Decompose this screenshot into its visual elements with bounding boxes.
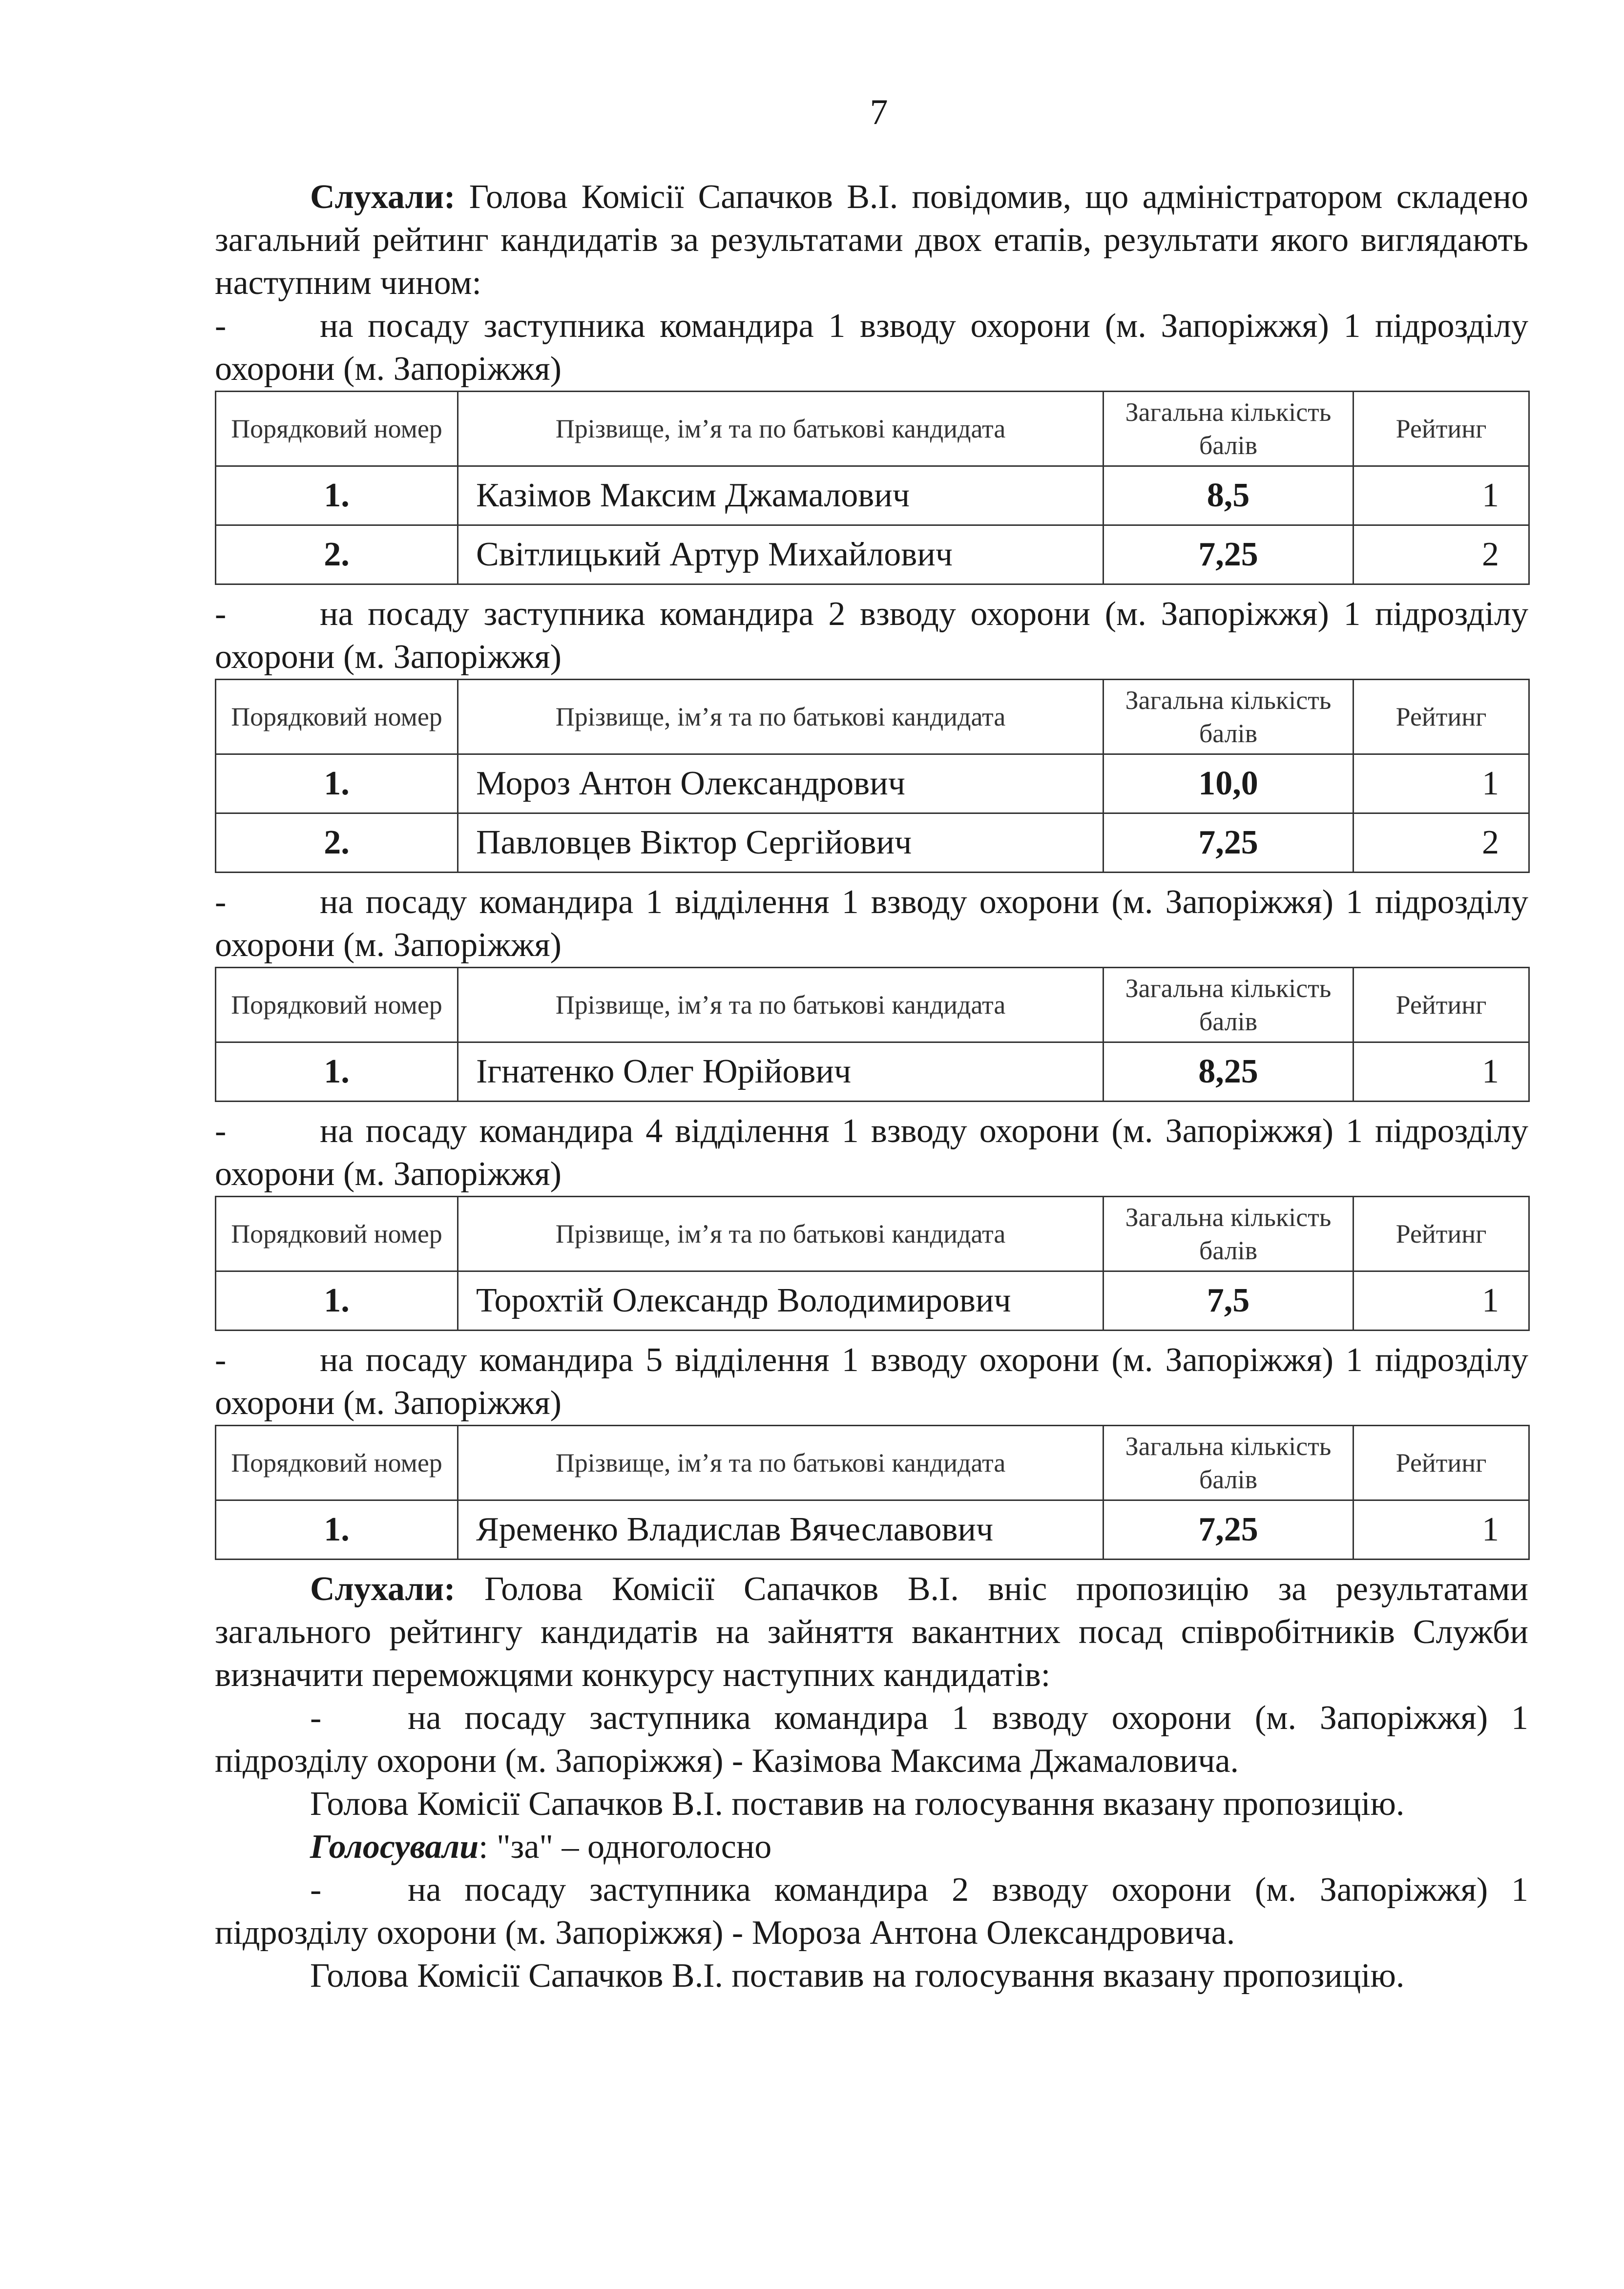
dash-marker: - bbox=[215, 1112, 227, 1150]
position-text: на посаду командира 5 відділення 1 взводу охорони (м. Запоріжжя) 1 підрозділу охорони (м. Запоріжжя) bbox=[215, 1341, 1528, 1422]
vote-result: : "за" – одноголосно bbox=[479, 1828, 772, 1866]
table-row bbox=[216, 754, 1529, 813]
header-score: Загальна кількість балів bbox=[1103, 1197, 1353, 1271]
cell-score: 7,25 bbox=[1103, 813, 1353, 873]
vote-line bbox=[215, 1826, 1528, 1869]
vote-proposal-1: Голова Комісії Сапачков В.І. поставив на голосування вказану пропозицію. bbox=[310, 1785, 1405, 1823]
header-score: Загальна кількість балів bbox=[1103, 1426, 1353, 1500]
rating-table bbox=[215, 391, 1530, 585]
header-number: Порядковий номер bbox=[216, 392, 458, 466]
header-name: Прізвище, ім’я та по батькові кандидата bbox=[458, 680, 1103, 754]
table-header-row bbox=[216, 392, 1529, 466]
rating-table bbox=[215, 967, 1530, 1102]
cell-number: 2. bbox=[216, 525, 458, 584]
paragraph-heard-1 bbox=[215, 176, 1528, 305]
table-header-row bbox=[216, 1197, 1529, 1271]
rating-table bbox=[215, 1425, 1530, 1560]
cell-rank: 1 bbox=[1353, 466, 1529, 525]
header-number: Порядковий номер bbox=[216, 680, 458, 754]
header-score: Загальна кількість балів bbox=[1103, 392, 1353, 466]
table-row bbox=[216, 466, 1529, 525]
cell-score: 7,25 bbox=[1103, 1500, 1353, 1560]
cell-rank: 1 bbox=[1353, 1271, 1529, 1331]
dash-marker: - bbox=[310, 1699, 322, 1737]
header-rank: Рейтинг bbox=[1353, 680, 1529, 754]
position-title bbox=[215, 305, 1528, 391]
cell-name: Казімов Максим Джамалович bbox=[458, 466, 1103, 525]
header-name: Прізвище, ім’я та по батькові кандидата bbox=[458, 1197, 1103, 1271]
header-name: Прізвище, ім’я та по батькові кандидата bbox=[458, 392, 1103, 466]
dash-marker: - bbox=[215, 883, 227, 921]
rating-table bbox=[215, 1196, 1530, 1331]
position-title bbox=[215, 593, 1528, 679]
page-number: 7 bbox=[870, 92, 888, 132]
heard-text: Голова Комісії Сапачков В.І. вніс пропозицію за результатами загального рейтингу кандидатів на зайняття вакантних посад співробітників Служби визначити переможцями конкурсу наступних кандидатів: bbox=[215, 1570, 1528, 1694]
table-row bbox=[216, 1500, 1529, 1560]
rating-table bbox=[215, 679, 1530, 873]
cell-number: 1. bbox=[216, 1042, 458, 1102]
table-row bbox=[216, 525, 1529, 584]
cell-number: 1. bbox=[216, 466, 458, 525]
header-score: Загальна кількість балів bbox=[1103, 968, 1353, 1042]
cell-number: 1. bbox=[216, 1500, 458, 1560]
cell-score: 7,25 bbox=[1103, 525, 1353, 584]
cell-name: Ігнатенко Олег Юрійович bbox=[458, 1042, 1103, 1102]
cell-rank: 1 bbox=[1353, 754, 1529, 813]
cell-score: 7,5 bbox=[1103, 1271, 1353, 1331]
position-title bbox=[215, 1339, 1528, 1425]
vote-label: Голосували bbox=[310, 1828, 479, 1866]
cell-number: 1. bbox=[216, 1271, 458, 1331]
position-text: на посаду командира 1 відділення 1 взводу охорони (м. Запоріжжя) 1 підрозділу охорони (м. Запоріжжя) bbox=[215, 883, 1528, 964]
dash-marker: - bbox=[215, 595, 227, 633]
dash-marker: - bbox=[310, 1871, 322, 1909]
cell-name: Павловцев Віктор Сергійович bbox=[458, 813, 1103, 873]
cell-name: Мороз Антон Олександрович bbox=[458, 754, 1103, 813]
document-body bbox=[215, 176, 1528, 1998]
header-rank: Рейтинг bbox=[1353, 392, 1529, 466]
cell-name: Яременко Владислав Вячеславович bbox=[458, 1500, 1103, 1560]
dash-marker: - bbox=[215, 307, 227, 345]
position-text: на посаду командира 4 відділення 1 взводу охорони (м. Запоріжжя) 1 підрозділу охорони (м. Запоріжжя) bbox=[215, 1112, 1528, 1193]
position-title bbox=[215, 881, 1528, 967]
header-rank: Рейтинг bbox=[1353, 1426, 1529, 1500]
header-name: Прізвище, ім’я та по батькові кандидата bbox=[458, 1426, 1103, 1500]
table-row bbox=[216, 1042, 1529, 1102]
heard-label: Слухали: bbox=[310, 178, 456, 216]
cell-rank: 2 bbox=[1353, 525, 1529, 584]
header-name: Прізвище, ім’я та по батькові кандидата bbox=[458, 968, 1103, 1042]
table-header-row bbox=[216, 1426, 1529, 1500]
header-number: Порядковий номер bbox=[216, 1197, 458, 1271]
cell-rank: 1 bbox=[1353, 1042, 1529, 1102]
header-score: Загальна кількість балів bbox=[1103, 680, 1353, 754]
position-text: на посаду заступника командира 2 взводу охорони (м. Запоріжжя) 1 підрозділу охорони (м. Запоріжжя) bbox=[215, 595, 1528, 676]
winner-text: на посаду заступника командира 1 взводу охорони (м. Запоріжжя) 1 підрозділу охорони (м. Запоріжжя) - Казімова Максима Джамаловича. bbox=[215, 1699, 1528, 1780]
table-header-row bbox=[216, 680, 1529, 754]
winner-item-2 bbox=[215, 1869, 1528, 1955]
cell-rank: 2 bbox=[1353, 813, 1529, 873]
cell-score: 10,0 bbox=[1103, 754, 1353, 813]
header-number: Порядковий номер bbox=[216, 968, 458, 1042]
cell-score: 8,5 bbox=[1103, 466, 1353, 525]
table-header-row bbox=[216, 968, 1529, 1042]
position-text: на посаду заступника командира 1 взводу охорони (м. Запоріжжя) 1 підрозділу охорони (м. Запоріжжя) bbox=[215, 307, 1528, 388]
winner-item-1 bbox=[215, 1697, 1528, 1783]
header-rank: Рейтинг bbox=[1353, 1197, 1529, 1271]
position-title bbox=[215, 1110, 1528, 1196]
heard-label: Слухали: bbox=[310, 1570, 456, 1608]
table-row bbox=[216, 813, 1529, 873]
header-number: Порядковий номер bbox=[216, 1426, 458, 1500]
cell-name: Світлицький Артур Михайлович bbox=[458, 525, 1103, 584]
cell-rank: 1 bbox=[1353, 1500, 1529, 1560]
cell-score: 8,25 bbox=[1103, 1042, 1353, 1102]
rating-sections bbox=[215, 305, 1528, 1560]
table-row bbox=[216, 1271, 1529, 1331]
heard-text: Голова Комісії Сапачков В.І. повідомив, що адміністратором складено загальний рейтинг кандидатів за результатами двох етапів, результати якого виглядають наступним чином: bbox=[215, 178, 1528, 302]
cell-number: 1. bbox=[216, 754, 458, 813]
vote-proposal-2: Голова Комісії Сапачков В.І. поставив на голосування вказану пропозицію. bbox=[310, 1957, 1405, 1995]
paragraph-heard-2 bbox=[215, 1568, 1528, 1697]
winner-text: на посаду заступника командира 2 взводу охорони (м. Запоріжжя) 1 підрозділу охорони (м. Запоріжжя) - Мороза Антона Олександровича. bbox=[215, 1871, 1528, 1952]
cell-name: Торохтій Олександр Володимирович bbox=[458, 1271, 1103, 1331]
header-rank: Рейтинг bbox=[1353, 968, 1529, 1042]
cell-number: 2. bbox=[216, 813, 458, 873]
dash-marker: - bbox=[215, 1341, 227, 1379]
